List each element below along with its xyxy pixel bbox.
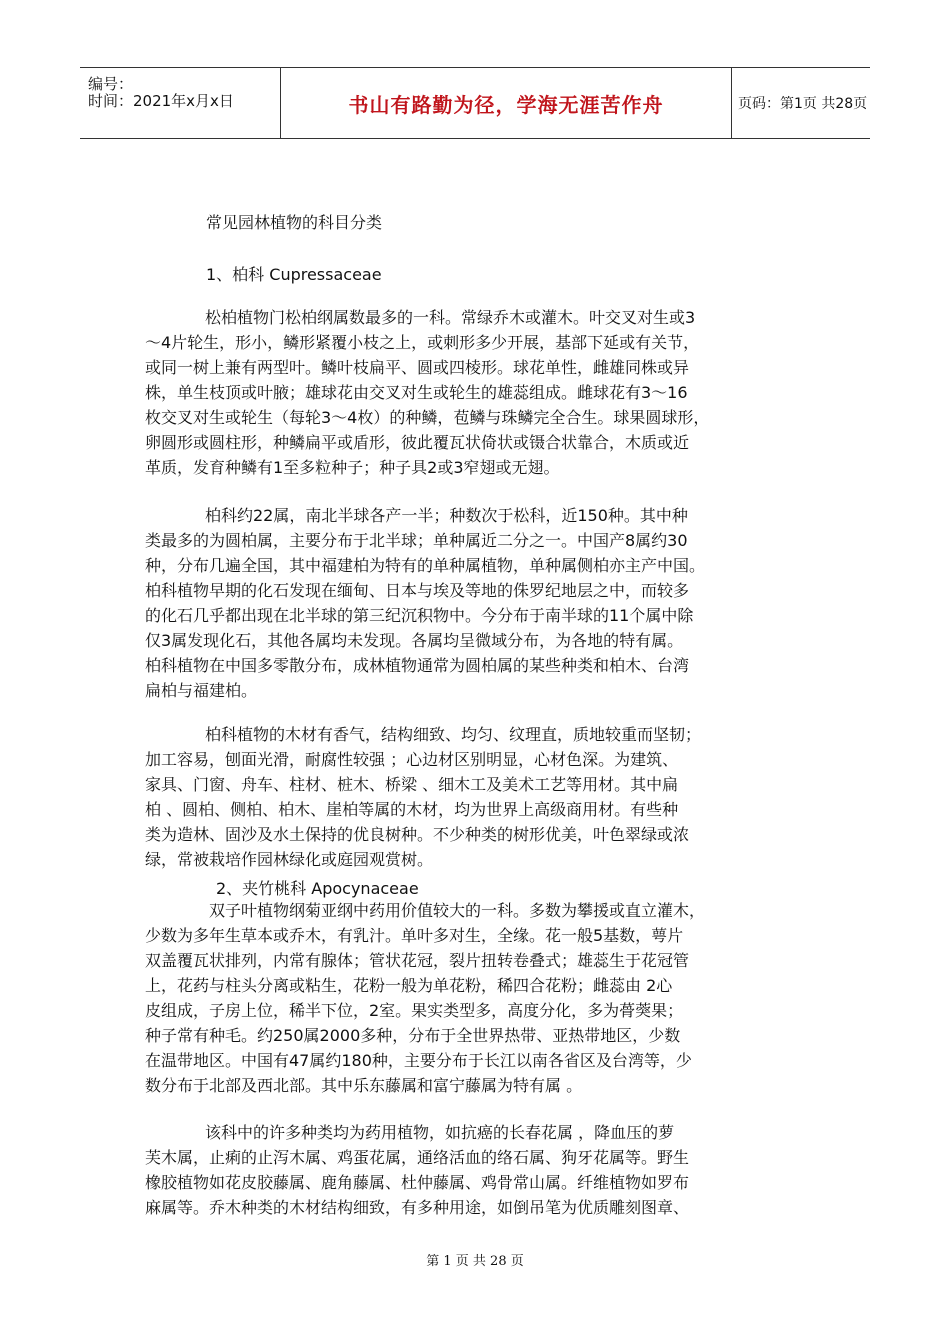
paragraph-line: 双盖覆瓦状排列，内常有腺体；管状花冠，裂片扭转卷叠式；雄蕊生于花冠管 bbox=[145, 951, 690, 970]
paragraph-line: 类为造林、固沙及水土保持的优良树种。不少种类的树形优美，叶色翠绿或浓 bbox=[145, 825, 690, 844]
paragraph-line: 橡胶植物如花皮胶藤属、鹿角藤属、杜仲藤属、鸡骨常山属。纤维植物如罗布 bbox=[145, 1173, 690, 1192]
page-header bbox=[80, 67, 870, 139]
paragraph-line: 株，单生枝顶或叶腋；雄球花由交叉对生或轮生的雄蕊组成。雌球花有3～16 bbox=[145, 383, 688, 402]
paragraph-line: 枚交叉对生或轮生（每轮3～4枚）的种鳞，苞鳞与珠鳞完全合生。球果圆球形， bbox=[145, 408, 710, 427]
paragraph-line: 松柏植物门松柏纲属数最多的一科。常绿乔木或灌木。叶交叉对生或3 bbox=[205, 308, 696, 327]
paragraph-line: 种，分布几遍全国，其中福建柏为特有的单种属植物，单种属侧柏亦主产中国。 bbox=[145, 556, 706, 575]
paragraph-line: 柏科植物的木材有香气，结构细致、均匀、纹理直，质地较重而坚韧； bbox=[205, 725, 702, 744]
paragraph-line: 上，花药与柱头分离或粘生，花粉一般为单花粉，稀四合花粉；雌蕊由 2心 bbox=[145, 976, 673, 995]
paragraph-line: 扁柏与福建柏。 bbox=[145, 681, 258, 700]
paragraph-line: 麻属等。乔木种类的木材结构细致，有多种用途，如倒吊笔为优质雕刻图章、 bbox=[145, 1198, 690, 1217]
paragraph-line: 或同一树上兼有两型叶。鳞叶枝扁平、圆或四棱形。球花单性，雌雄同株或异 bbox=[145, 358, 690, 377]
paragraph-line: 仅3属发现化石，其他各属均未发现。各属均呈微域分布，为各地的特有属。 bbox=[145, 631, 684, 650]
paragraph-line: 柏科植物在中国多零散分布，成林植物通常为圆柏属的某些种类和柏木、台湾 bbox=[145, 656, 690, 675]
paragraph-line: 革质，发育种鳞有1至多粒种子；种子具2或3窄翅或无翅。 bbox=[145, 458, 560, 477]
section-heading-cupressaceae: 1、柏科 Cupressaceae bbox=[206, 265, 382, 284]
header-time-label: 时间：2021年x月x日 bbox=[88, 92, 234, 110]
paragraph-line: 的化石几乎都出现在北半球的第三纪沉积物中。今分布于南半球的11个属中除 bbox=[145, 606, 694, 625]
paragraph bbox=[145, 722, 805, 872]
paragraph-line: 少数为多年生草本或乔木，有乳汁。单叶多对生，全缘。花一般5基数，萼片 bbox=[145, 926, 684, 945]
paragraph-line: 加工容易，刨面光滑，耐腐性较强 ；心边材区别明显，心材色深。为建筑、 bbox=[145, 750, 679, 769]
paragraph-line: 家具、门窗、舟车、柱材、桩木、桥梁 、细木工及美术工艺等用材。其中扁 bbox=[145, 775, 679, 794]
header-motto-cell bbox=[280, 68, 732, 138]
document-title: 常见园林植物的科目分类 bbox=[206, 213, 383, 232]
paragraph-line: 在温带地区。中国有47属约180种，主要分布于长江以南各省区及台湾等，少 bbox=[145, 1051, 692, 1070]
paragraph-line: 卵圆形或圆柱形，种鳞扁平或盾形，彼此覆瓦状倚状或镊合状靠合，木质或近 bbox=[145, 433, 690, 452]
header-meta bbox=[80, 68, 280, 138]
paragraph bbox=[145, 305, 805, 480]
paragraph-line: 皮组成，子房上位，稀半下位，2室。果实类型多，高度分化，多为蓇葖果； bbox=[145, 1001, 684, 1020]
section-heading-apocynaceae: 2、夹竹桃科 Apocynaceae bbox=[216, 879, 419, 898]
paragraph-line: 绿，常被栽培作园林绿化或庭园观赏树。 bbox=[145, 850, 434, 869]
paragraph-line: ～4片轮生，形小，鳞形紧覆小枝之上，或刺形多少开展，基部下延或有关节， bbox=[145, 333, 700, 352]
paragraph-line: 芙木属，止痢的止泻木属、鸡蛋花属，通络活血的络石属、狗牙花属等。野生 bbox=[145, 1148, 690, 1167]
paragraph-line: 种子常有种毛。约250属2000多种，分布于全世界热带、亚热带地区，少数 bbox=[145, 1026, 681, 1045]
paragraph bbox=[145, 898, 805, 1098]
paragraph-line: 柏 、圆柏、侧柏、柏木、崖柏等属的木材，均为世界上高级商用材。有些种 bbox=[145, 800, 679, 819]
header-motto: 书山有路勤为径，学海无涯苦作舟 bbox=[348, 92, 664, 117]
header-page-info: 页码：第1页 共28页 bbox=[738, 96, 868, 112]
paragraph bbox=[145, 1120, 805, 1220]
paragraph-line: 该科中的许多种类均为药用植物，如抗癌的长春花属 ，降血压的萝 bbox=[205, 1123, 675, 1142]
paragraph-line: 数分布于北部及西北部。其中乐东藤属和富宁藤属为特有属 。 bbox=[145, 1076, 583, 1095]
paragraph-line: 类最多的为圆柏属，主要分布于北半球；单种属近二分之一。中国产8属约30 bbox=[145, 531, 688, 550]
header-number-label: 编号： bbox=[88, 75, 134, 93]
paragraph-line: 双子叶植物纲菊亚纲中药用价值较大的一科。多数为攀援或直立灌木， bbox=[209, 901, 706, 920]
paragraph bbox=[145, 503, 805, 703]
paragraph-line: 柏科约22属，南北半球各产一半；种数次于松科，近150种。其中种 bbox=[205, 506, 688, 525]
page-footer: 第 1 页 共 28 页 bbox=[426, 1254, 524, 1269]
paragraph-line: 柏科植物早期的化石发现在缅甸、日本与埃及等地的侏罗纪地层之中，而较多 bbox=[145, 581, 690, 600]
